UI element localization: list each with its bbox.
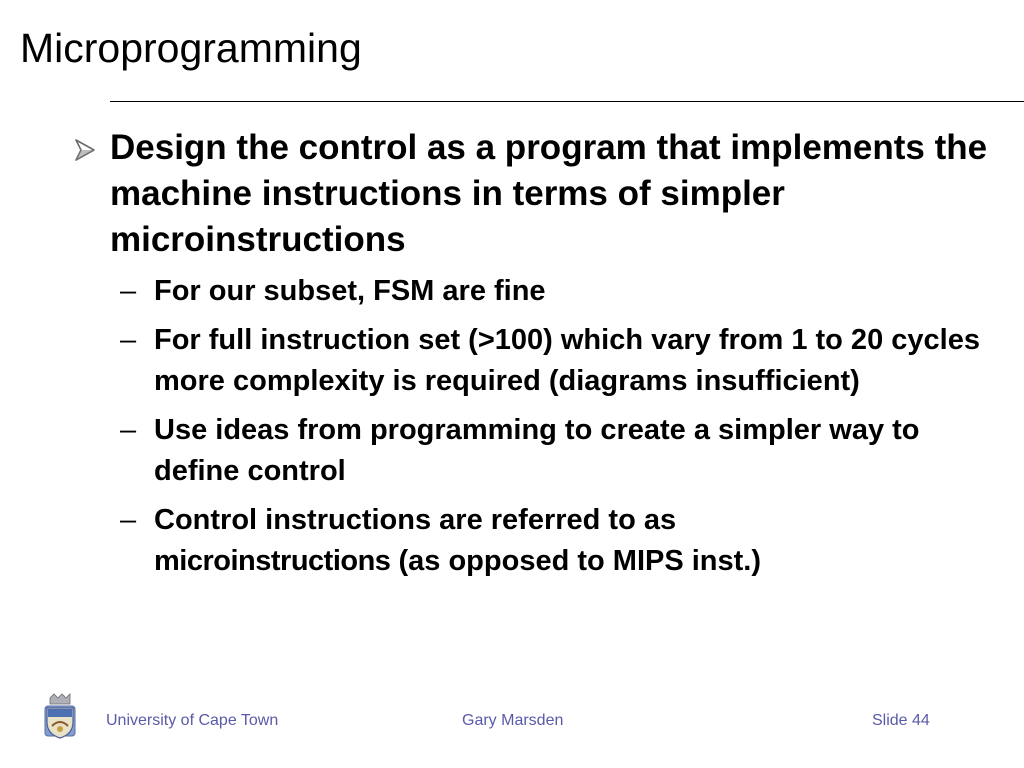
title-divider xyxy=(110,101,1024,102)
dash-marker: – xyxy=(120,275,137,307)
footer-author: Gary Marsden xyxy=(462,712,564,729)
sub-bullet-text: Use ideas from programming to create a simpler way to define control xyxy=(154,414,920,487)
sub-bullet xyxy=(0,410,1024,492)
footer-institution: University of Cape Town xyxy=(106,712,279,729)
main-bullet xyxy=(0,125,1024,263)
sub-bullet-suffix: (as opposed to MIPS inst.) xyxy=(398,545,762,577)
sub-bullet xyxy=(0,500,1024,582)
sub-bullet-text: For our subset, FSM are fine xyxy=(154,275,546,307)
sub-bullet-list xyxy=(0,271,1024,582)
dash-marker: – xyxy=(120,414,137,446)
term-microinstructions: microinstructions xyxy=(154,545,391,577)
dash-marker: – xyxy=(120,504,137,536)
sub-bullet xyxy=(0,271,1024,312)
slide-footer xyxy=(0,712,1024,736)
sub-bullet-prefix: Control instructions are referred to as xyxy=(154,504,677,536)
main-bullet-text: Design the control as a program that implements the machine instructions in terms of simpler microinstructions xyxy=(110,128,988,259)
slide-content xyxy=(0,125,1024,590)
dash-marker: – xyxy=(120,324,137,356)
sub-bullet-text: For full instruction set (>100) which vary from 1 to 20 cycles more complexity is required (diagrams insufficient) xyxy=(154,324,980,397)
sub-bullet xyxy=(0,320,1024,402)
slide-title: Microprogramming xyxy=(20,25,362,71)
arrow-bullet-icon xyxy=(74,138,96,162)
footer-slide-number: Slide 44 xyxy=(872,712,930,729)
